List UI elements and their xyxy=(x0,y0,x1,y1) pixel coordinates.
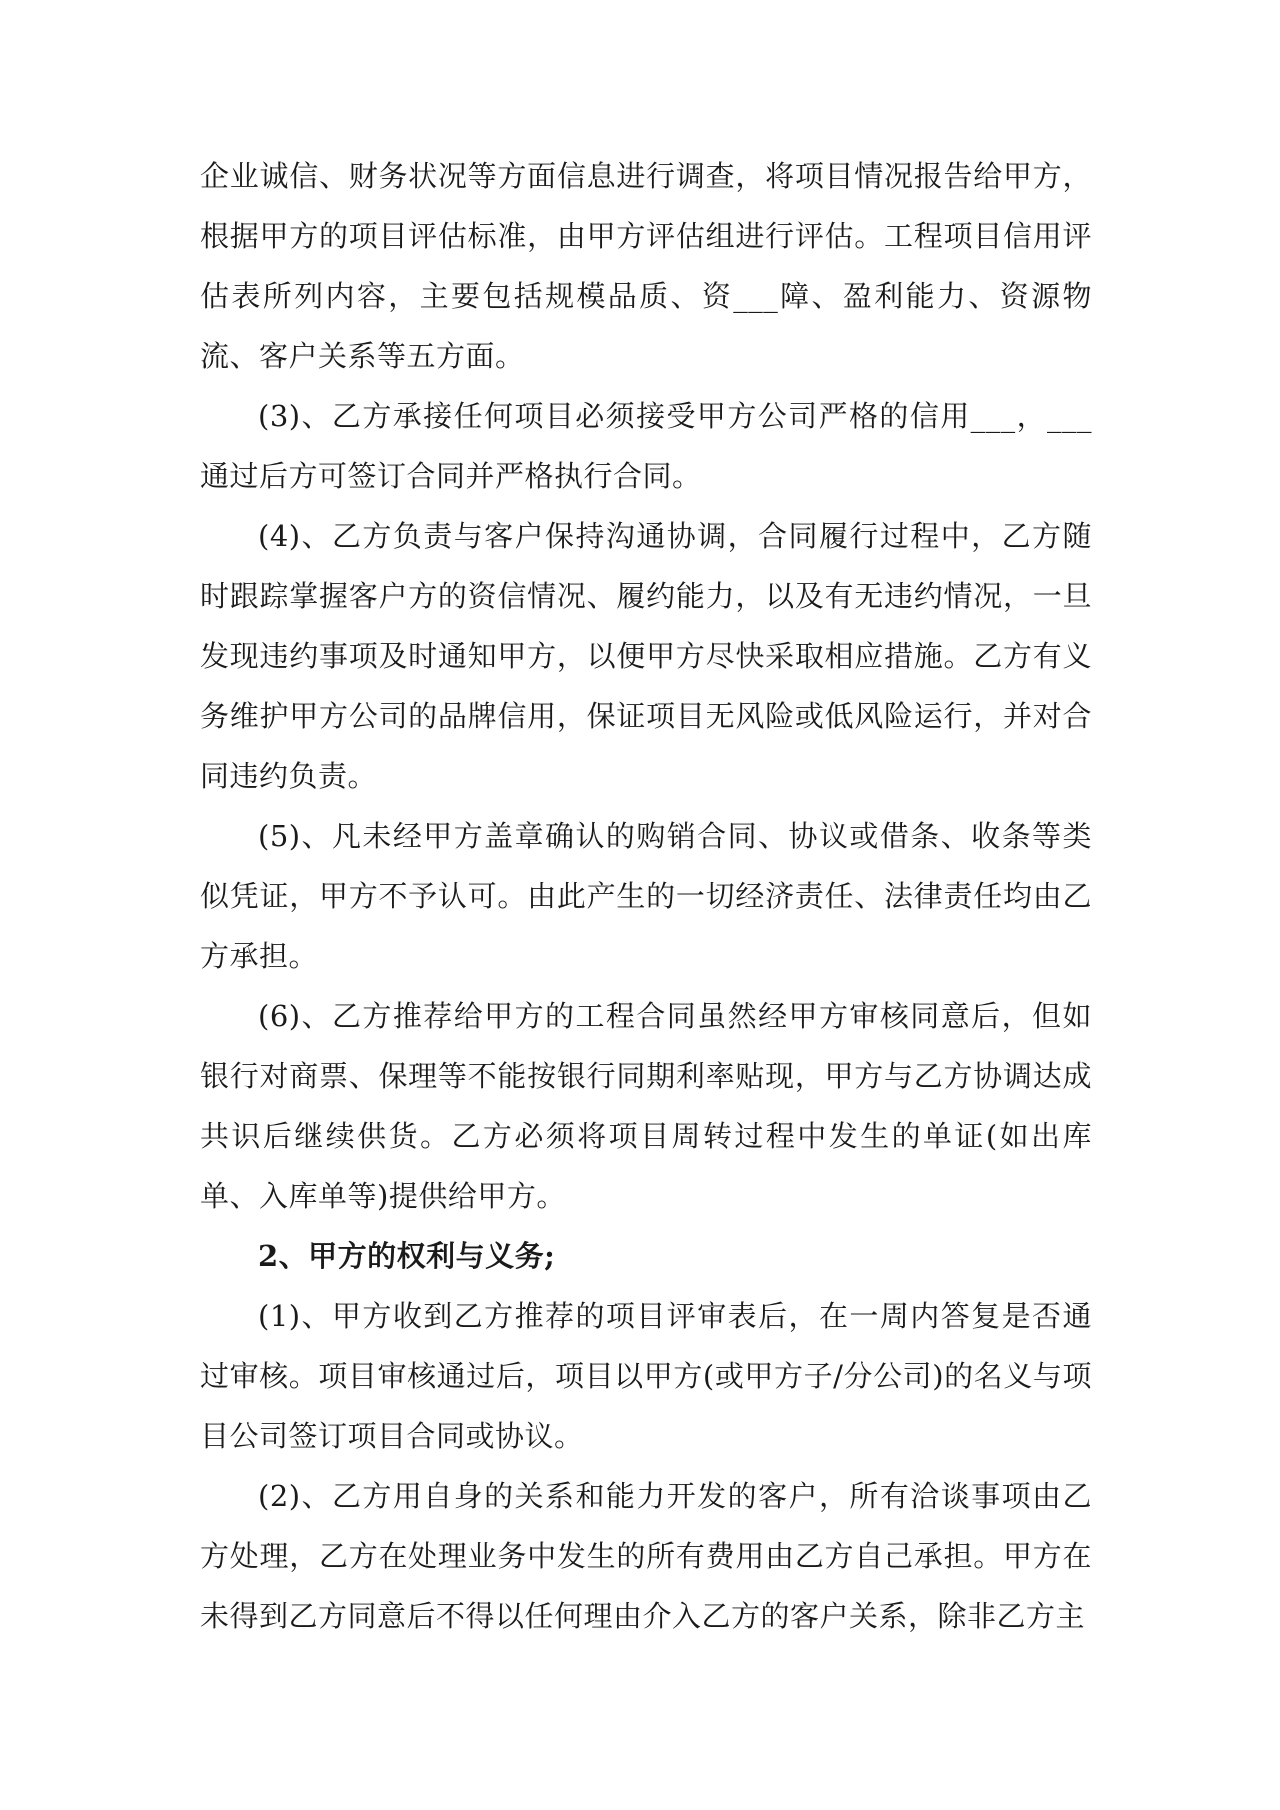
paragraph-section-2-item-1: (1)、甲方收到乙方推荐的项目评审表后，在一周内答复是否通过审核。项目审核通过后，项目以甲方(或甲方子/分公司)的名义与项目公司签订项目合同或协议。 xyxy=(200,1299,1092,1453)
paragraph-item-3: (3)、乙方承接任何项目必须接受甲方公司严格的信用___，___通过后方可签订合同并严格执行合同。 xyxy=(200,399,1092,493)
paragraph-item-4: (4)、乙方负责与客户保持沟通协调，合同履行过程中，乙方随时跟踪掌握客户方的资信情况、履约能力，以及有无违约情况，一旦发现违约事项及时通知甲方，以便甲方尽快采取相应措施。乙方有义务维护甲方公司的品牌信用，保证项目无风险或低风险运行，并对合同违约负责。 xyxy=(200,519,1092,793)
paragraph-item-6: (6)、乙方推荐给甲方的工程合同虽然经甲方审核同意后，但如银行对商票、保理等不能按银行同期利率贴现，甲方与乙方协调达成共识后继续供货。乙方必须将项目周转过程中发生的单证(如出库单、入库单等)提供给甲方。 xyxy=(200,999,1092,1213)
paragraph-item-5: (5)、凡未经甲方盖章确认的购销合同、协议或借条、收条等类似凭证，甲方不予认可。由此产生的一切经济责任、法律责任均由乙方承担。 xyxy=(200,819,1092,973)
document-page xyxy=(200,146,1092,1646)
paragraph-continuation: 企业诚信、财务状况等方面信息进行调查，将项目情况报告给甲方，根据甲方的项目评估标准，由甲方评估组进行评估。工程项目信用评估表所列内容，主要包括规模品质、资___障、盈利能力、资源物流、客户关系等五方面。 xyxy=(200,159,1092,373)
section-heading-2: 2、甲方的权利与义务; xyxy=(258,1239,556,1273)
paragraph-section-2-item-2: (2)、乙方用自身的关系和能力开发的客户，所有洽谈事项由乙方处理，乙方在处理业务中发生的所有费用由乙方自己承担。甲方在未得到乙方同意后不得以任何理由介入乙方的客户关系，除非乙方主 xyxy=(200,1479,1092,1633)
